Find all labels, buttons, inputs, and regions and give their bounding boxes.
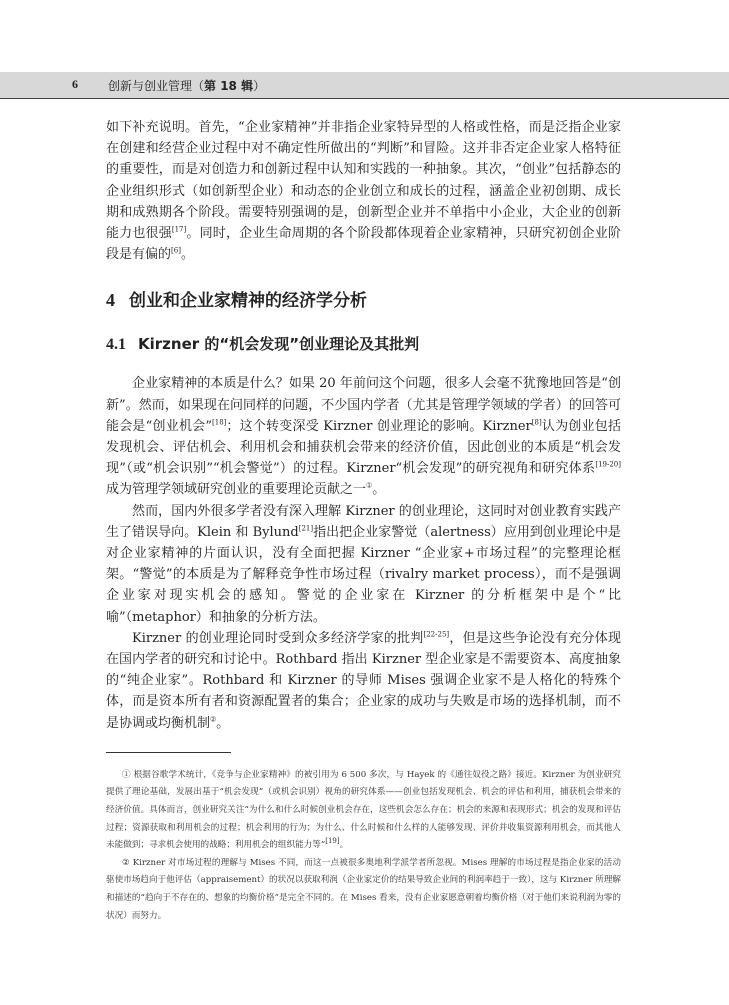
citation[interactable]: [22-25] [423, 630, 450, 639]
citation[interactable]: [8] [531, 418, 542, 427]
text: Kirzner 的创业理论同时受到众多经济学家的批判 [132, 630, 424, 646]
citation[interactable]: [19] [325, 837, 340, 846]
subsection-title: Kirzner 的“机会发现”创业理论及其批判 [138, 335, 420, 354]
citation[interactable]: [6] [171, 246, 181, 255]
footnote-1 [106, 767, 621, 855]
subsection-number: 4.1 [106, 336, 126, 354]
text: 指出把企业家警觉（alertness）应用到创业理论中是对企业家精神的片面认识，没有全面把握 Kirzner “企业家+市场过程”的完整理论框架。“警觉”的本质是为了解释竞争性市场过程（rivalry market process），而不是强调企业家对现实机会的感知。警觉的企业家在 Kirzner 的分析框架中是个“比喻”（metaphor）和抽象的分析方法。 [106, 524, 622, 625]
paragraph-continued [106, 117, 621, 265]
citation[interactable]: [19-20] [595, 460, 621, 469]
text: 。同时，企业生命周期的各个阶段都体现着企业家精神，只研究初创企业阶段是有偏的 [106, 226, 621, 263]
page-content [106, 117, 621, 925]
citation[interactable]: [18] [212, 418, 227, 427]
paragraph [106, 628, 621, 734]
paragraph [106, 501, 621, 628]
journal-issue: 第 18 辑 [204, 79, 254, 93]
footnotes [106, 767, 621, 925]
text: 如下补充说明。首先，“企业家精神”并非指企业家特异型的人格或性格，而是泛指企业家在创建和经营企业过程中对不确定性所做出的“判断”和冒险。这并非否定企业家人格特征的重要性，而是对创造力和创新过程中认知和实践的一种抽象。其次，“创业”包括静态的企业组织形式（如创新型企业）和动态的企业创立和成长的过程，涵盖企业初创期、成长期和成熟期各个阶段。需要特别强调的是，创新型企业并不单指中小企业，大企业的创新能力也很强 [106, 120, 621, 242]
text: 然而，国内外很多学者没有深入理解 Kirzner 的创业理论，这同时对创业教育实践产生了错误导向。Klein 和 Bylund [106, 503, 621, 540]
text: 成为管理学领域研究创业的重要理论贡献之一 [106, 482, 367, 498]
footnote-marker[interactable]: ① [366, 482, 373, 491]
text: ① 根据谷歌学术统计，《竞争与企业家精神》的被引用为 6 500 多次，与 Hayek 的《通往奴役之路》接近。Kirzner 为创业研究提供了理论基础，发展出基于“机会发现”（或机会识别）视角的研究体系——创业包括发现机会、机会的评估和利用，捕获机会带来的经济价值。具体而言，创业研究关注“为什么和什么时候创业机会存在，这些机会怎么存在；机会的来源和表现形式；机会的发现和评估过程；资源获取和利用机会的过程；机会利用的行为；为什么、什么时候和什么样的人能够发现、评价并收集资源利用机会，而其他人未能做到；寻求机会使用的战略；利用机会的组织能力等” [106, 769, 621, 851]
text: 。 [180, 247, 194, 263]
section-number: 4 [106, 290, 115, 311]
section-title: 创业和企业家精神的经济学分析 [129, 291, 367, 312]
text: 。 [339, 840, 349, 851]
footnote-marker[interactable]: ② [210, 715, 217, 724]
footnote-2: ② Kirzner 对市场过程的理解与 Mises 不同，而这一点被很多奥地利学派学者所忽视。Mises 理解的市场过程是指企业家的活动驱使市场趋向于他评估（appraisement）的状况以获取利润（企业家定价的结果导致企业间的利润率趋于一致），这与 Kirzner 所理解和描述的“趋向于不存在的、想象的均衡价格”是完全不同的。在 Mises 看来，没有企业家愿意朝着均衡价格（对于他们来说利润为零的状况）而努力。 [106, 857, 621, 921]
section-heading [106, 287, 621, 314]
text: 认为创业包括发现机会、评估机会、利用机会和捕获机会带来的经济价值，因此创业的本质是“机会发现”（或“机会识别”“机会警觉”）的过程。Kirzner“机会发现”的研究视角和研究体系 [106, 418, 621, 477]
text: 。 [216, 715, 230, 731]
footnote-divider [106, 752, 231, 753]
text: ；这个转变深受 Kirzner 创业理论的影响。Kirzner [226, 418, 532, 434]
journal-name: 创新与创业管理（ [108, 79, 205, 93]
page-number: 6 [72, 77, 78, 91]
citation[interactable]: [17] [171, 225, 187, 234]
journal-close: ） [253, 79, 266, 93]
journal-title [108, 77, 265, 94]
citation[interactable]: [21] [298, 524, 314, 533]
text: ，但是这些争论没有充分体现在国内学者的研究和讨论中。Rothbard 指出 Kirzner 型企业家是不需要资本、高度抽象的“纯企业家”。Rothbard 和 Kirzner 的导师 Mises 强调企业家不是人格化的特殊个体，而是资本所有者和资源配置者的集合；企业家的成功与失败是市场的选择机制，而不是协调或均衡机制 [106, 630, 621, 731]
subsection-heading [106, 332, 621, 357]
text: 企业家精神的本质是什么？如果 20 年前问这个问题，很多人会毫不犹豫地回答是“创新”。然而，如果现在问同样的问题，不少国内学者（尤其是管理学领域的学者）的回答可能会是“创业机会” [106, 376, 621, 434]
running-header [0, 72, 729, 99]
text: 。 [372, 482, 386, 498]
paragraph [106, 373, 621, 500]
